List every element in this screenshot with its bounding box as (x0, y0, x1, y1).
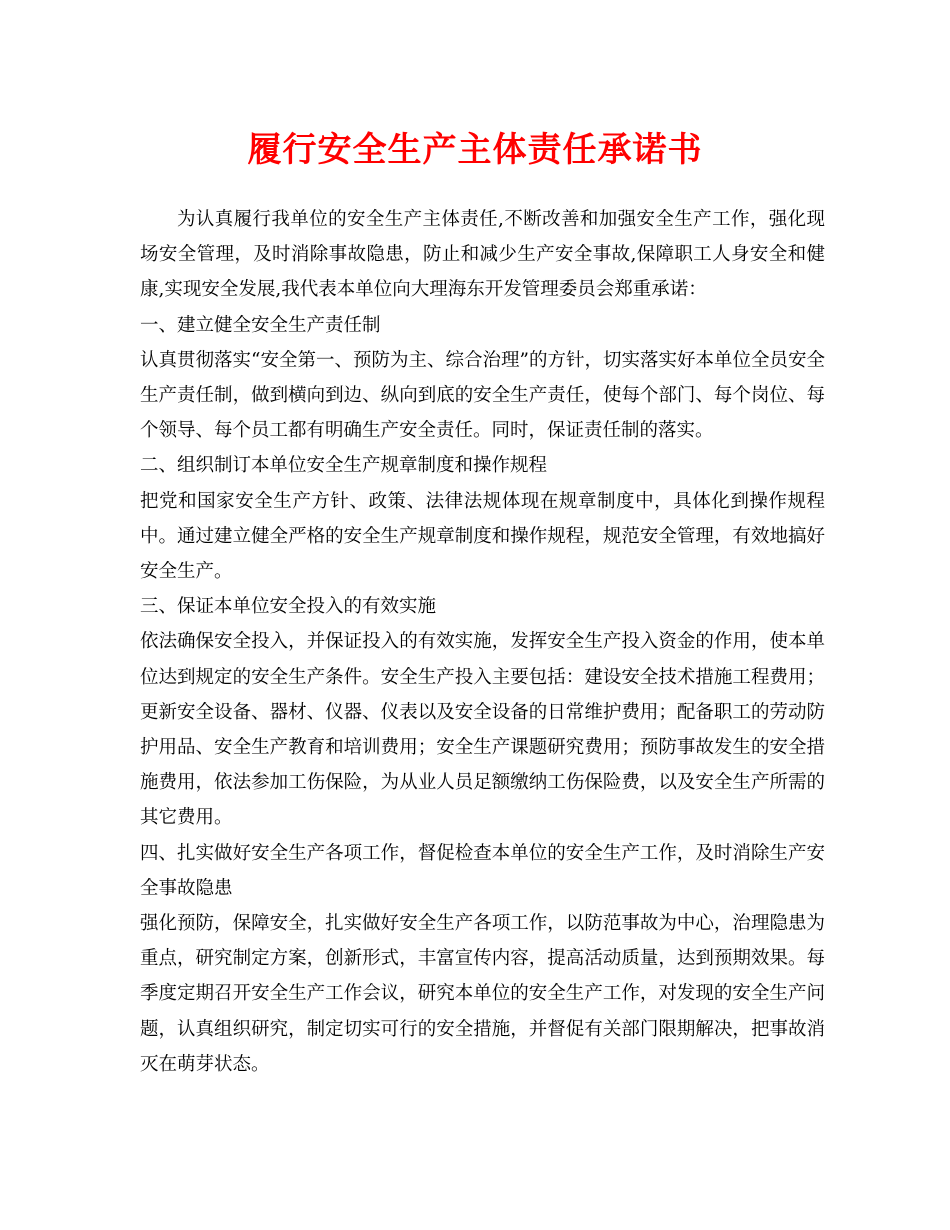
section-paragraph-2: 把党和国家安全生产方针、政策、法律法规体现在规章制度中，具体化到操作规程中。通过建立健全严格的安全生产规章制度和操作规程，规范安全管理，有效地搞好安全生产。 (140, 490, 825, 583)
document-body (140, 202, 825, 1082)
section-paragraph-4: 强化预防，保障安全，扎实做好安全生产各项工作，以防范事故为中心，治理隐患为重点，研究制定方案，创新形式，丰富宣传内容，提高活动质量，达到预期效果。每季度定期召开安全生产工作会议，研究本单位的安全生产工作，对发现的安全生产问题，认真组织研究，制定切实可行的安全措施，并督促有关部门限期解决，把事故消灭在萌芽状态。 (140, 913, 825, 1075)
section-heading-3: 三、保证本单位安全投入的有效实施 (140, 596, 437, 618)
section-heading-1: 一、建立健全安全生产责任制 (140, 314, 381, 336)
section-paragraph-1: 认真贯彻落实“安全第一、预防为主、综合治理”的方针，切实落实好本单位全员安全生产责任制，做到横向到边、纵向到底的安全生产责任，使每个部门、每个岗位、每个领导、每个员工都有明确生产安全责任。同时，保证责任制的落实。 (140, 349, 825, 442)
section-paragraph-3: 依法确保安全投入，并保证投入的有效实施，发挥安全生产投入资金的作用，使本单位达到规定的安全生产条件。安全生产投入主要包括：建设安全技术措施工程费用；更新安全设备、器材、仪器、仪表以及安全设备的日常维护费用；配备职工的劳动防护用品、安全生产教育和培训费用；安全生产课题研究费用；预防事故发生的安全措施费用，依法参加工伤保险，为从业人员足额缴纳工伤保险费，以及安全生产所需的其它费用。 (140, 631, 825, 829)
intro-paragraph: 为认真履行我单位的安全生产主体责任,不断改善和加强安全生产工作，强化现场安全管理，及时消除事故隐患，防止和减少生产安全事故,保障职工人身安全和健康,实现安全发展,我代表本单位向大理海东开发管理委员会郑重承诺： (140, 209, 825, 301)
document-title: 履行安全生产主体责任承诺书 (247, 130, 703, 170)
section-heading-4: 四、扎实做好安全生产各项工作，督促检查本单位的安全生产工作，及时消除生产安全事故隐患 (140, 842, 825, 899)
section-heading-2: 二、组织制订本单位安全生产规章制度和操作规程 (140, 455, 548, 477)
